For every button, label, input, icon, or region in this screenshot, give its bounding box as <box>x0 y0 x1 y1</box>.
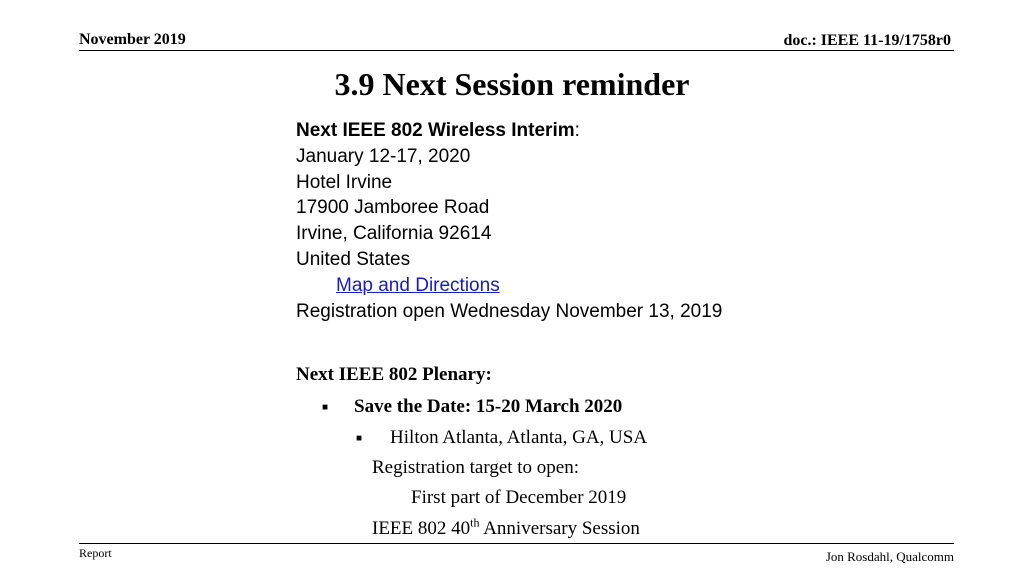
plenary-heading: Next IEEE 802 Plenary: <box>296 364 492 385</box>
header-doc-id: doc.: IEEE 11-19/1758r0 <box>783 32 951 49</box>
interim-block <box>296 118 722 324</box>
interim-hotel: Hotel Irvine <box>296 171 393 193</box>
slide-title: 3.9 Next Session reminder <box>334 66 690 102</box>
plenary-bullet-2 <box>356 427 647 449</box>
plenary-bullet-1 <box>322 396 622 418</box>
interim-heading-line <box>296 118 722 144</box>
registration-target: Registration target to open: <box>372 457 580 478</box>
interim-street: 17900 Jamboree Road <box>296 197 490 219</box>
plenary-bullet-1-text: Save the Date: 15-20 March 2020 <box>354 396 623 417</box>
header-date: November 2019 <box>79 31 186 48</box>
square-bullet-icon: ■ <box>322 402 329 414</box>
interim-heading: Next IEEE 802 Wireless Interim <box>296 120 575 141</box>
interim-city: Irvine, California 92614 <box>296 223 492 245</box>
interim-heading-colon: : <box>574 120 580 141</box>
interim-country: United States <box>296 248 411 270</box>
anniversary-prefix: IEEE 802 40 <box>372 518 471 539</box>
square-bullet-icon: ■ <box>356 433 363 445</box>
footer-author: Jon Rosdahl, Qualcomm <box>825 549 954 564</box>
header-divider <box>79 50 954 51</box>
anniversary-sup: th <box>470 515 480 530</box>
footer-left: Report <box>79 546 112 560</box>
plenary-bullet-2-text: Hilton Atlanta, Atlanta, GA, USA <box>390 427 648 448</box>
map-directions-link[interactable] <box>296 275 500 296</box>
interim-registration: Registration open Wednesday November 13, 2019 <box>296 300 723 322</box>
interim-dates: January 12-17, 2020 <box>296 145 471 167</box>
anniversary-suffix: Anniversary Session <box>479 518 640 539</box>
anniversary-line <box>372 515 640 540</box>
map-link-line <box>296 273 722 299</box>
footer-divider <box>79 543 954 544</box>
registration-when: First part of December 2019 <box>411 487 627 508</box>
map-directions-link-text[interactable]: Map and Directions <box>336 274 500 296</box>
